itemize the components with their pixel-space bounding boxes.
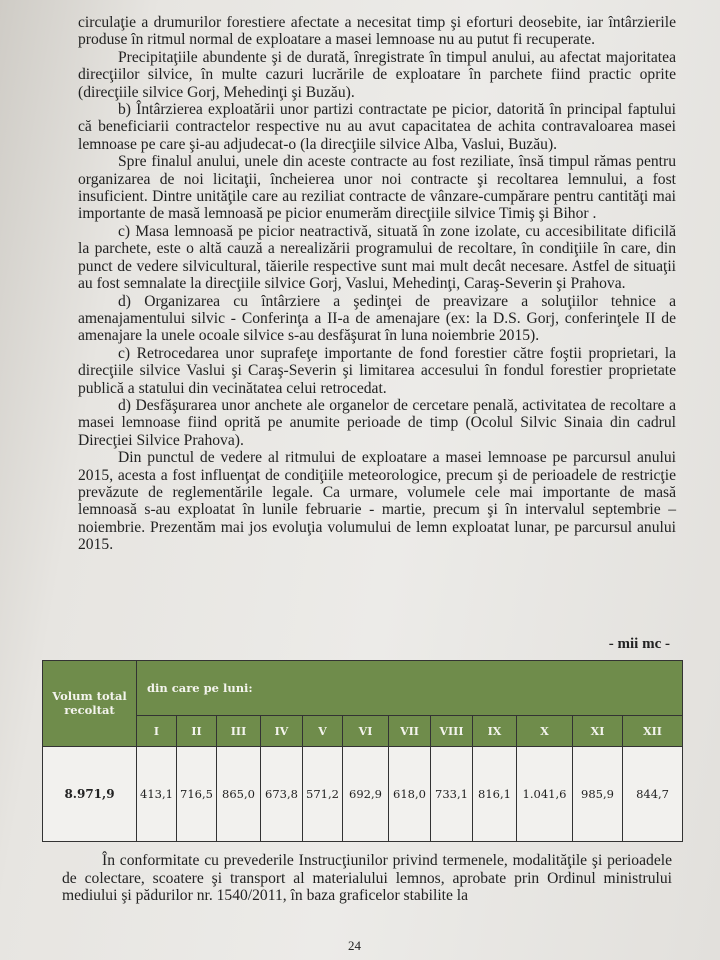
page-number: 24 <box>348 938 361 953</box>
month-header: VI <box>343 716 389 746</box>
month-value: 1.041,6 <box>517 746 573 841</box>
paragraph-rhythm: Din punctul de vedere al ritmului de exploatare a masei lemnoase pe parcursul anului 2015, acesta a fost influenţat de condiţiile meteorologice, precum şi de perioadele de restricţie prevăzute de reglementările legale. Ca urmare, volumele cele mai importante de masă lemnoasă s-au exploatat în lunile februarie - martie, precum şi în intervalul septembrie – noiembrie. Prezentăm mai jos evoluţia volumului de lemn exploatat lunar, pe parcursul anului 2015. <box>78 449 676 554</box>
paragraph-continuation: circulaţie a drumurilor forestiere afectate a necesitat timp şi eforturi deosebite, iar întârzierile produse în ritmul normal de exploatare a masei lemnoase nu au putut fi recuperate. <box>78 14 676 49</box>
values-row <box>43 746 683 841</box>
month-value: 716,5 <box>177 746 217 841</box>
months-header: din care pe luni: <box>137 661 683 716</box>
month-header: VII <box>389 716 431 746</box>
month-header: VIII <box>431 716 473 746</box>
month-value: 865,0 <box>217 746 261 841</box>
month-header: II <box>177 716 217 746</box>
month-header: IV <box>261 716 303 746</box>
month-header: I <box>137 716 177 746</box>
body-text <box>78 14 676 554</box>
month-header: XII <box>623 716 683 746</box>
month-value: 571,2 <box>303 746 343 841</box>
closing-text <box>62 852 672 905</box>
month-value: 413,1 <box>137 746 177 841</box>
total-volume-header: Volum total recoltat <box>43 661 137 747</box>
month-header-row <box>43 716 683 746</box>
paragraph-contracts: Spre finalul anului, unele din aceste contracte au fost reziliate, însă timpul rămas pentru organizarea de noi licitaţii, încheierea unor noi contracte şi recoltarea lemnului, a fost insuficient. Dintre unităţile care au reziliat contracte de vânzare-cumpărare pentru cantităţi mai importante de masă lemnoasă pe picior enumerăm direcţiile silvice Timiş şi Bihor . <box>78 153 676 223</box>
month-value: 844,7 <box>623 746 683 841</box>
month-value: 985,9 <box>573 746 623 841</box>
paragraph-b-delay: b) Întârzierea exploatării unor partizi contractate pe picior, datorită în principal faptului că beneficiarii contractelor respective nu au avut capacitatea de achita contravaloarea masei lemnoase pe care şi-au adjudecat-o (la direcţiile silvice Alba, Vaslui, Buzău). <box>78 101 676 153</box>
month-header: V <box>303 716 343 746</box>
unit-label: - mii mc - <box>608 636 670 652</box>
paragraph-d-investigation: d) Desfăşurarea unor anchete ale organelor de cercetare penală, activitatea de recoltare a masei lemnoase fiind oprită pe anumite perioade de timp (Ocolul Silvic Sinaia din cadrul Direcţiei Silvice Prahova). <box>78 396 676 449</box>
month-value: 673,8 <box>261 746 303 841</box>
paragraph-d-meeting: d) Organizarea cu întârziere a şedinţei de preavizare a soluţiilor tehnice a amenajamentului silvic - Conferinţa a II-a de amenajare (ex: la D.S. Gorj, conferinţele II de amenajare la unele ocoale silvice s-au desfăşurat în luna noiembrie 2015). <box>78 292 676 345</box>
paragraph-instructions: În conformitate cu prevederile Instrucţiunilor privind termenele, modalităţile şi perioadele de colectare, scoatere şi transport al materialului lemnos, aprobate prin Ordinul ministrului mediului şi pădurilor nr. 1540/2011, în baza graficelor stabilite la <box>62 852 672 905</box>
month-header: IX <box>473 716 517 746</box>
monthly-volume-table <box>42 660 683 842</box>
paragraph-precipitation: Precipitaţiile abundente şi de durată, înregistrate în timpul anului, au afectat majoritatea direcţiilor silvice, în multe cazuri lucrările de exploatare în parchete fiind practic oprite (direcţiile silvice Gorj, Mehedinţi şi Buzău). <box>78 48 676 101</box>
paragraph-c-retrocession: c) Retrocedarea unor suprafeţe importante de fond forestier către foştii proprietari, la direcţiile silvice Vaslui şi Caraş-Severin şi limitarea accesului în fondul forestier proprietate publică a statului din vecinătatea celui retrocedat. <box>78 344 676 397</box>
paragraph-c-wood: c) Masa lemnoasă pe picior neatractivă, situată în zone izolate, cu accesibilitate dificilă la parchete, este o altă cauză a nerealizării programului de recoltare, în condiţiile în care, din punct de vedere silvicultural, tăierile respective sunt mai mult decât necesare. Astfel de situaţii au fost semnalate la direcţiile silvice Gorj, Vaslui, Mehedinţi, Caraş-Severin şi Prahova. <box>78 222 676 293</box>
total-volume-value: 8.971,9 <box>43 746 137 841</box>
month-value: 816,1 <box>473 746 517 841</box>
month-value: 733,1 <box>431 746 473 841</box>
month-header: XI <box>573 716 623 746</box>
month-header: III <box>217 716 261 746</box>
month-header: X <box>517 716 573 746</box>
month-value: 692,9 <box>343 746 389 841</box>
month-value: 618,0 <box>389 746 431 841</box>
